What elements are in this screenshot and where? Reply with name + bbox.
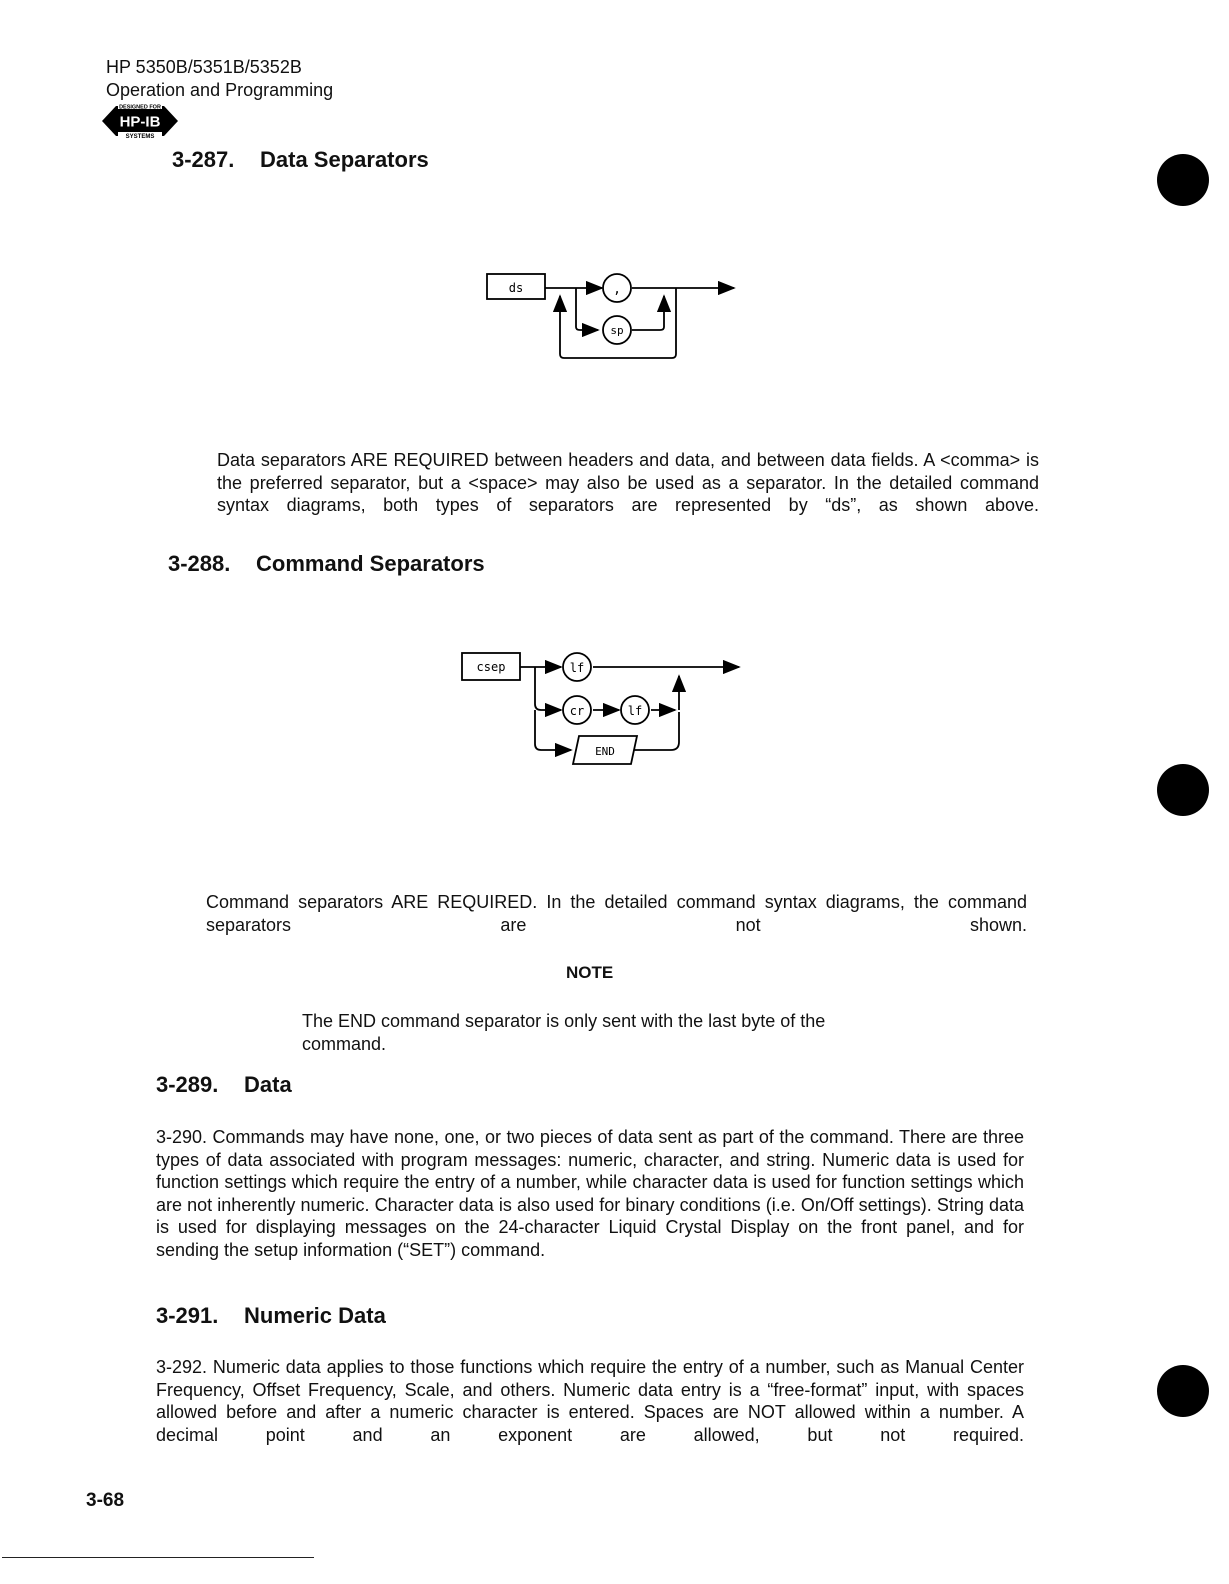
logo-main-text: HP-IB (119, 113, 161, 131)
space-label: sp (610, 324, 624, 337)
section-heading-numeric-data (156, 1303, 386, 1329)
logo-top-text: DESIGNED FOR (119, 104, 161, 111)
section-title: Data Separators (260, 147, 429, 172)
logo-bottom-text: SYSTEMS (125, 134, 155, 139)
cr-label: cr (569, 704, 585, 718)
data-paragraph: 3-290. Commands may have none, one, or two pieces of data sent as part of the command. There are three types of data associated with program messages: numeric, character, and string. Numeric data is used for function settings which require the entry of a number, while character data is used for function settings which are not inherently numeric. Character data is also used for binary conditions (i.e. On/Off settings). String data is used for displaying messages on the 24-character Liquid Crystal Display on the front panel, and for sending the setup information (“SET”) command. (156, 1127, 1024, 1260)
lf2-label: lf (627, 704, 643, 718)
section-number: 3-287. (172, 147, 235, 172)
page-number: 3-68 (86, 1490, 125, 1511)
section-title: Command Separators (256, 551, 485, 576)
binder-hole-bottom (1157, 1365, 1209, 1417)
data-separator-syntax-diagram (480, 262, 750, 362)
note-title: NOTE (566, 963, 614, 982)
data-separators-paragraph: Data separators ARE REQUIRED between headers and data, and between data fields. A <comma> is the preferred separator, but a <space> may also be used as a separator. In the detailed command syntax diagrams, both types of separators are represented by “ds”, as shown above. (217, 450, 1039, 515)
end-label: END (595, 745, 615, 758)
binder-hole-top (1157, 154, 1209, 206)
ds-box-label: ds (508, 281, 524, 295)
hp-ib-systems-logo (100, 103, 180, 139)
csep-box-label: csep (476, 660, 506, 674)
section-title: Numeric Data (244, 1303, 386, 1328)
section-title: Data (244, 1072, 292, 1097)
command-separators-paragraph: Command separators ARE REQUIRED. In the detailed command syntax diagrams, the command separators are not shown. (206, 892, 1027, 935)
section-number: 3-288. (168, 551, 231, 576)
manual-model: HP 5350B/5351B/5352B (106, 57, 302, 77)
section-heading-data-separators (172, 147, 429, 173)
comma-label: , (613, 282, 621, 297)
section-number: 3-289. (156, 1072, 219, 1097)
footer-rule (2, 1557, 314, 1558)
lf-label: lf (569, 661, 585, 675)
manual-subtitle: Operation and Programming (106, 80, 334, 100)
command-separator-syntax-diagram (455, 640, 755, 775)
note-text: The END command separator is only sent with the last byte of the command. (302, 1011, 826, 1054)
section-heading-command-separators (168, 551, 485, 577)
numeric-data-paragraph: 3-292. Numeric data applies to those functions which require the entry of a number, such as Manual Center Frequency, Offset Frequency, Scale, and others. Numeric data entry is a “free-format” input, with spaces allowed before and after a numeric character is entered. Spaces are NOT allowed within a number. A decimal point and an exponent are allowed, but not required. (156, 1357, 1024, 1445)
section-number: 3-291. (156, 1303, 219, 1328)
section-heading-data (156, 1072, 292, 1098)
binder-hole-middle (1157, 764, 1209, 816)
